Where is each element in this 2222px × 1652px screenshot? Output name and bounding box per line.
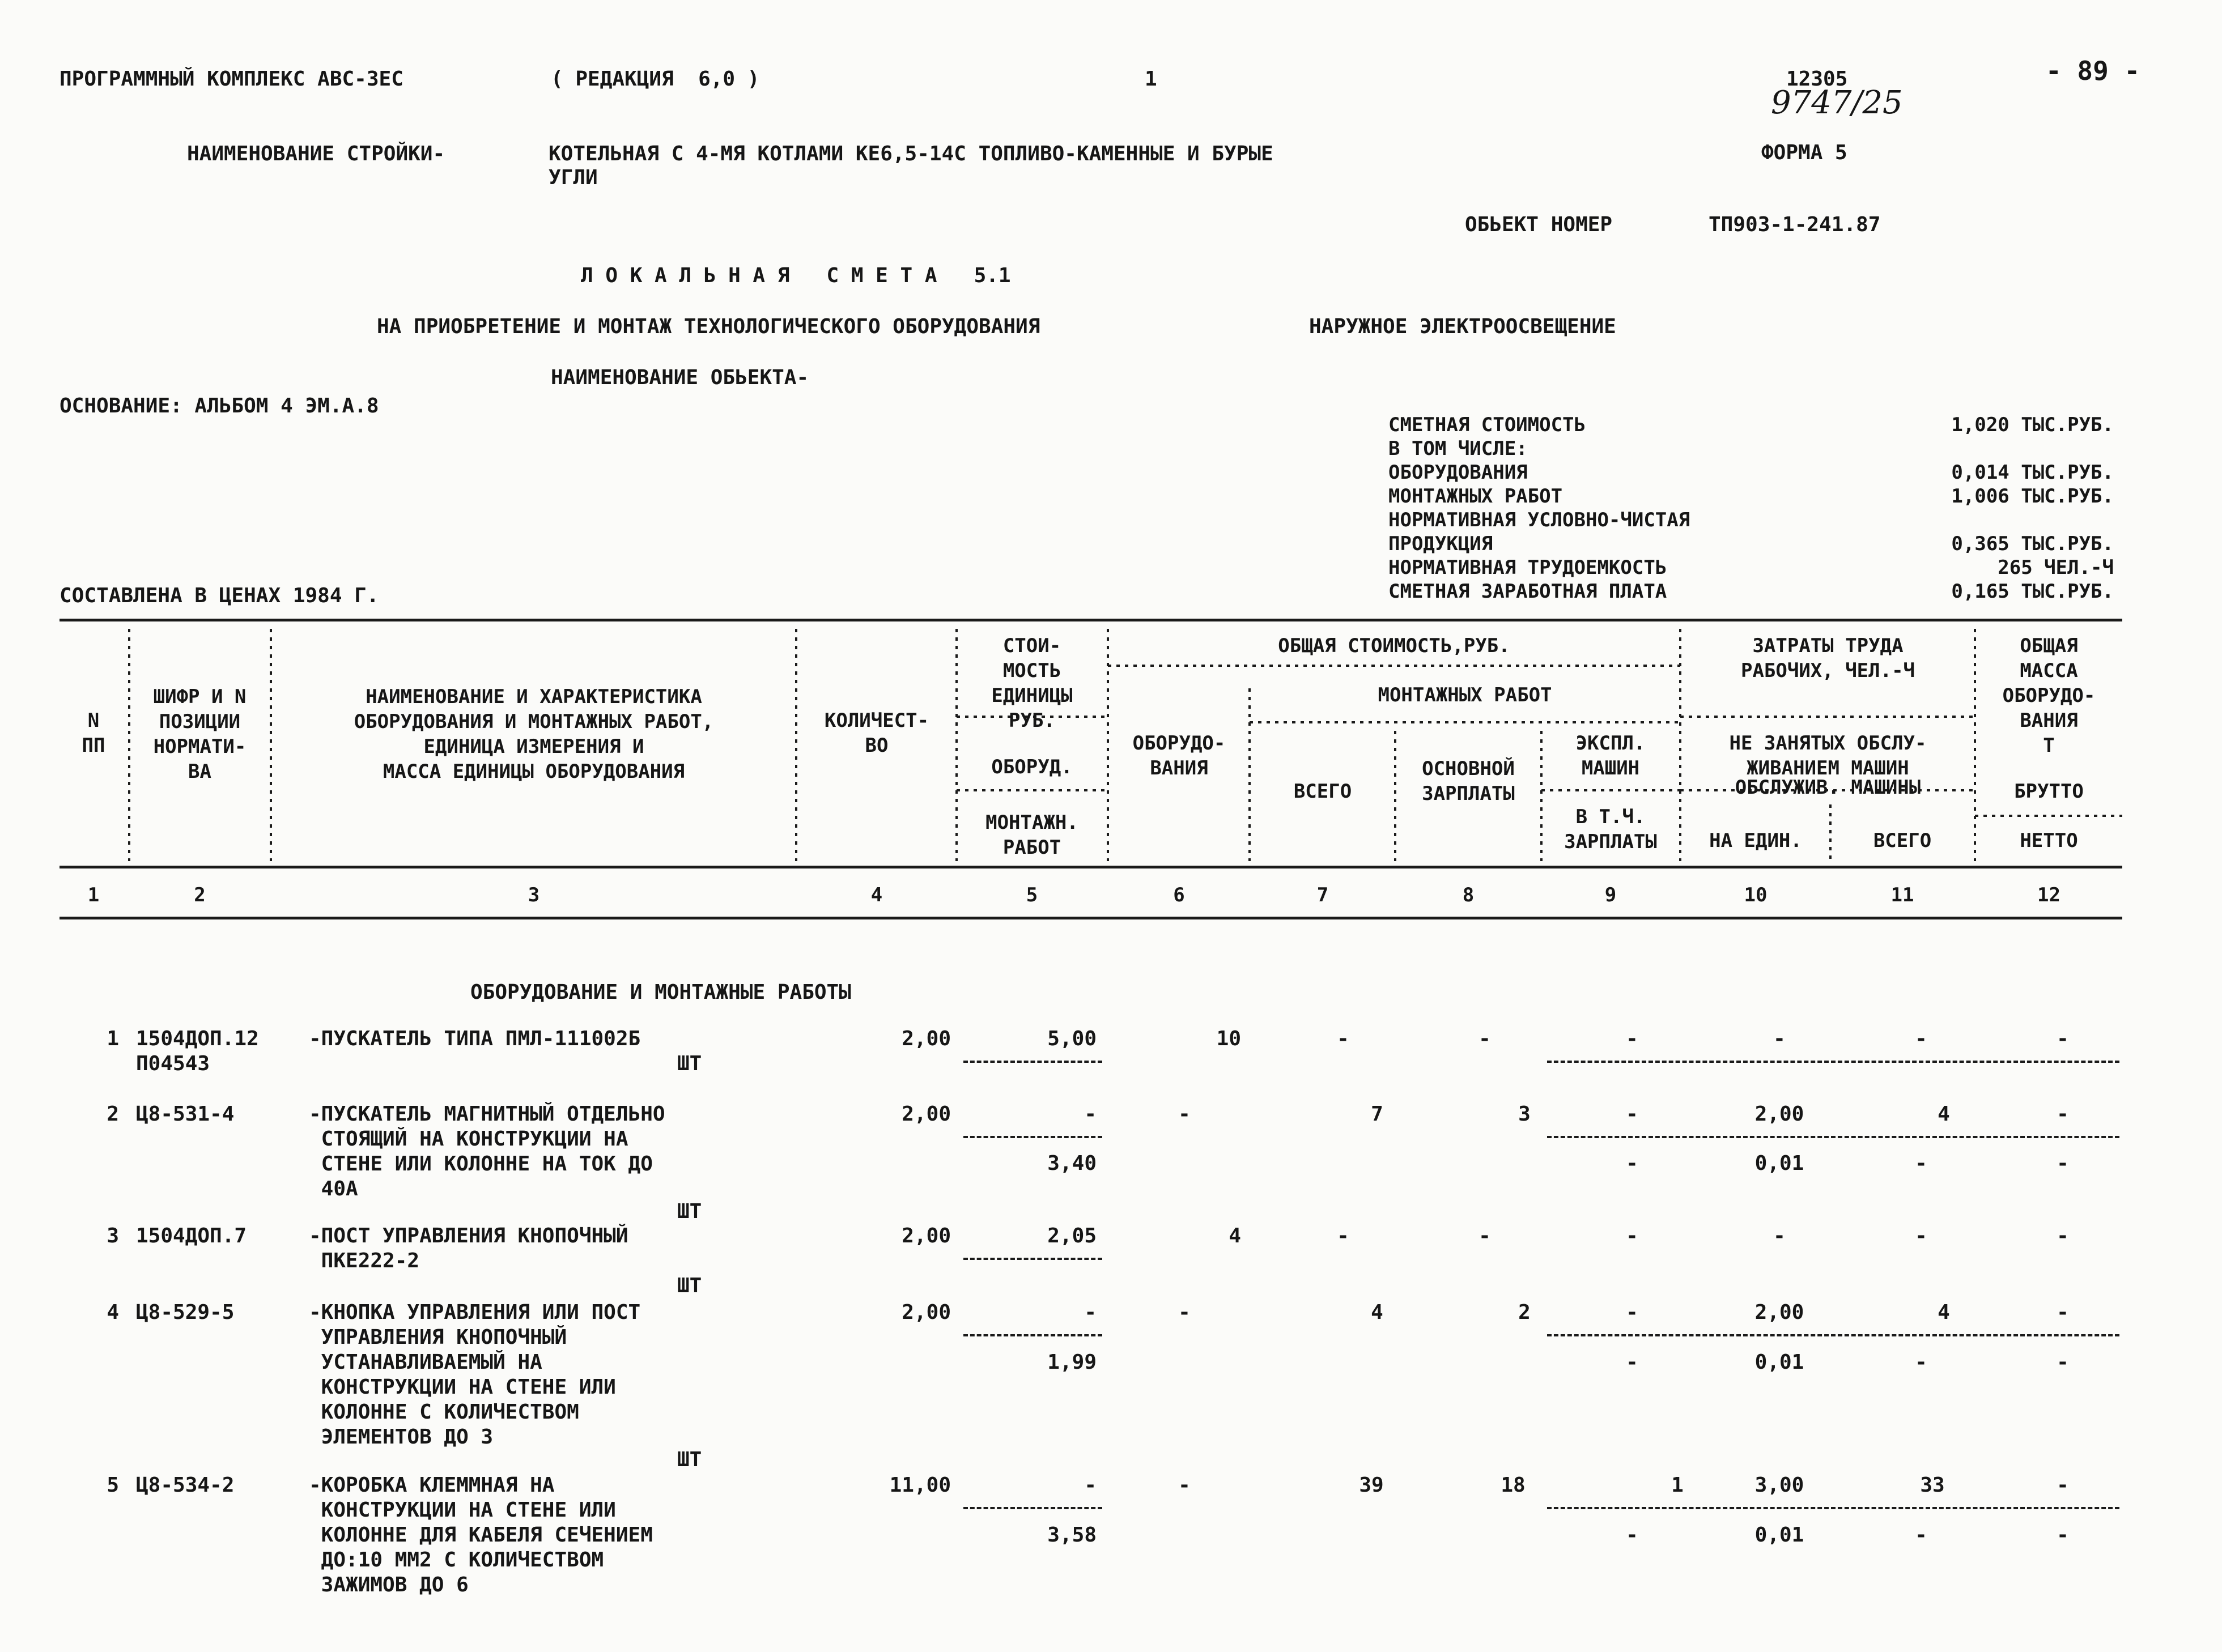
header-bottom-rule [60,866,2122,868]
cost-wages: 3 [1518,1102,1531,1126]
mass-net: - [2057,1152,2069,1175]
cost-wages: 2 [1518,1301,1531,1324]
labor-total: - [1915,1027,1927,1050]
labor-per-unit: 3,00 [1754,1474,1804,1497]
cost-total: 39 [1359,1474,1384,1497]
mass-gross: - [2057,1102,2069,1126]
column-number: 12 [2037,884,2060,906]
summary-label: СМЕТНАЯ СТОИМОСТЬ [1388,414,1586,436]
row-number: 1 [107,1027,119,1050]
fraction-line [963,1334,1102,1336]
unit: ШТ [677,1448,702,1471]
col-header-wages: ОСНОВНОЙ ЗАРПЛАТЫ [1422,757,1515,805]
site-name-line2: УГЛИ [549,166,598,189]
quantity: 2,00 [902,1301,951,1324]
fraction-line [963,1507,1102,1509]
col-header-labor-machine: ОБСЛУЖИВ. МАШИНЫ [1735,776,1921,799]
cost-total: - [1337,1224,1349,1247]
fraction-line [963,1136,1102,1138]
labor-per-unit-machine: 0,01 [1754,1523,1804,1547]
document-title: Л О К А Л Ь Н А Я С М Е Т А 5.1 [581,264,1011,287]
cost-total: 4 [1371,1301,1383,1324]
labor-total: - [1915,1224,1927,1247]
cost-equipment: 4 [1229,1224,1241,1247]
unit: ШТ [677,1200,702,1223]
norm-code-secondary: П04543 [136,1052,210,1075]
cost-equipment: - [1178,1474,1191,1497]
col-header-mounting: МОНТАЖНЫХ РАБОТ [1378,684,1552,706]
labor-total: 4 [1938,1301,1950,1324]
col-header-machines: ЭКСПЛ. МАШИН [1575,732,1646,780]
labor-per-unit-machine: 0,01 [1754,1152,1804,1175]
col-header-labor-total: ВСЕГО [1873,829,1932,852]
cost-wages: - [1478,1224,1491,1247]
col-header-unit-cost: СТОИ- МОСТЬ ЕДИНИЦЫ РУБ. [991,635,1073,732]
labor-per-unit: - [1773,1224,1786,1247]
column-numbers-rule [60,917,2122,919]
cost-wages: - [1478,1027,1491,1050]
mass: - [2057,1027,2069,1050]
site-name-line1: КОТЕЛЬНАЯ С 4-МЯ КОТЛАМИ КЕ6,5-14С ТОПЛИВО-КАМЕННЫЕ И БУРЫЕ [549,142,1273,165]
col-header-code: ШИФР И N ПОЗИЦИИ НОРМАТИ- ВА [153,686,247,783]
cost-machine-wages: - [1626,1351,1638,1374]
column-number: 10 [1744,884,1768,906]
labor-per-unit: - [1773,1027,1786,1050]
form-number: ФОРМА 5 [1761,141,1847,164]
section-title: ОБОРУДОВАНИЕ И МОНТАЖНЫЕ РАБОТЫ [470,981,851,1004]
col-header-name: НАИМЕНОВАНИЕ И ХАРАКТЕРИСТИКА ОБОРУДОВАНИЯ И МОНТАЖНЫХ РАБОТ, ЕДИНИЦА ИЗМЕРЕНИЯ И МАССА ЕДИНИЦЫ ОБОРУДОВАНИЯ [354,686,714,783]
summary-label: ОБОРУДОВАНИЯ [1388,461,1528,484]
col-header-unit-equip: ОБОРУД. [991,756,1073,778]
summary-label: В ТОМ ЧИСЛЕ: [1388,437,1528,460]
column-number: 2 [194,884,206,906]
cost-machine-wages: - [1626,1152,1638,1175]
col-header-total-cost: ОБЩАЯ СТОИМОСТЬ,РУБ. [1278,635,1510,657]
program-name: ПРОГРАММНЫЙ КОМПЛЕКС АВС-3ЕС [60,67,403,91]
unit-cost-mounting: 3,40 [1047,1152,1097,1175]
col-header-machine-wages: В Т.Ч. ЗАРПЛАТЫ [1564,806,1657,853]
col-header-equipment: ОБОРУДО- ВАНИЯ [1132,732,1226,780]
column-number: 6 [1173,884,1185,906]
unit-cost-equipment: 2,05 [1047,1224,1097,1247]
unit-cost-mounting: 1,99 [1047,1351,1097,1374]
mass: - [2057,1224,2069,1247]
summary-label: НОРМАТИВНАЯ ТРУДОЕМКОСТЬ [1388,556,1667,579]
price-basis: СОСТАВЛЕНА В ЦЕНАХ 1984 Г. [60,584,379,607]
labor-total-machine: - [1915,1523,1927,1547]
cost-total: 7 [1371,1102,1383,1126]
summary-value: 0,165 ТЫС.РУБ. [1951,580,2114,603]
object-label: ОБЬЕКТ НОМЕР [1465,213,1613,236]
fraction-line [1547,1334,2119,1336]
summary-value: 1,006 ТЫС.РУБ. [1951,485,2114,508]
handwritten-note: 9747/25 [1771,84,1903,121]
cost-machines: 1 [1671,1474,1684,1497]
fraction-line [963,1258,1102,1260]
site-label: НАИМЕНОВАНИЕ СТРОЙКИ- [187,142,445,165]
cost-machines: - [1626,1027,1638,1050]
cost-equipment: - [1178,1102,1191,1126]
col-header-n: N ПП [82,709,105,757]
quantity: 2,00 [902,1224,951,1247]
cost-equipment: 10 [1216,1027,1241,1050]
summary-value: 0,014 ТЫС.РУБ. [1951,461,2114,484]
col-header-labor-not-machine: НЕ ЗАНЯТЫХ ОБСЛУ- ЖИВАНИЕМ МАШИН [1729,732,1927,780]
column-number: 11 [1890,884,1914,906]
fraction-line [963,1061,1102,1063]
column-number: 9 [1604,884,1617,906]
cost-equipment: - [1178,1301,1191,1324]
col-header-unit-mount: МОНТАЖН. РАБОТ [985,811,1078,859]
summary-value: 0,365 ТЫС.РУБ. [1951,533,2114,555]
column-number: 1 [87,884,100,906]
col-header-mass: ОБЩАЯ МАССА ОБОРУДО- ВАНИЯ Т [2002,635,2096,757]
unit: ШТ [677,1274,702,1297]
page-number: - 89 - [2046,56,2140,86]
col-header-net: НЕТТО [2020,829,2078,852]
item-name: -ПУСКАТЕЛЬ МАГНИТНЫЙ ОТДЕЛЬНО СТОЯЩИЙ НА КОНСТРУКЦИИ НА СТЕНЕ ИЛИ КОЛОННЕ НА ТОК ДО 40А [309,1102,665,1200]
item-name: -КНОПКА УПРАВЛЕНИЯ ИЛИ ПОСТ УПРАВЛЕНИЯ КНОПОЧНЫЙ УСТАНАВЛИВАЕМЫЙ НА КОНСТРУКЦИИ НА СТЕНЕ ИЛИ КОЛОННЕ С КОЛИЧЕСТВОМ ЭЛЕМЕНТОВ ДО 3 [309,1301,641,1449]
norm-code: Ц8-531-4 [136,1102,235,1126]
unit-cost-equipment: - [1084,1102,1097,1126]
cost-machines: - [1626,1301,1638,1324]
unit-cost-equipment: - [1084,1474,1097,1497]
col-header-total: ВСЕГО [1293,780,1352,803]
column-number: 8 [1462,884,1475,906]
cost-total: - [1337,1027,1349,1050]
cost-wages: 18 [1501,1474,1526,1497]
quantity: 2,00 [902,1027,951,1050]
quantity: 11,00 [889,1474,951,1497]
object-number: ТП903-1-241.87 [1709,213,1881,236]
summary-label: ПРОДУКЦИЯ [1388,533,1493,555]
row-number: 5 [107,1474,119,1497]
fraction-line [1547,1136,2119,1138]
cost-machines: - [1626,1102,1638,1126]
labor-total: 4 [1938,1102,1950,1126]
labor-per-unit: 2,00 [1754,1301,1804,1324]
col-header-per-unit: НА ЕДИН. [1709,829,1802,852]
mass-gross: - [2057,1301,2069,1324]
unit-cost-equipment: 5,00 [1047,1027,1097,1050]
edition: ( РЕДАКЦИЯ 6,0 ) [551,67,760,91]
labor-total: 33 [1920,1474,1945,1497]
column-number: 5 [1026,884,1038,906]
column-number: 4 [870,884,883,906]
column-number: 3 [528,884,540,906]
fraction-line [1547,1061,2119,1063]
cost-machine-wages: - [1626,1523,1638,1547]
norm-code: Ц8-529-5 [136,1301,235,1324]
labor-total-machine: - [1915,1351,1927,1374]
col-header-labor: ЗАТРАТЫ ТРУДА РАБОЧИХ, ЧЕЛ.-Ч [1740,635,1915,682]
subtitle-equipment: НА ПРИОБРЕТЕНИЕ И МОНТАЖ ТЕХНОЛОГИЧЕСКОГО ОБОРУДОВАНИЯ [377,315,1040,338]
norm-code: Ц8-534-2 [136,1474,235,1497]
fraction-line [1547,1507,2119,1509]
row-number: 4 [107,1301,119,1324]
norm-code: 1504ДОП.12 [136,1027,259,1050]
col-header-gross: БРУТТО [2014,780,2084,803]
labor-per-unit-machine: 0,01 [1754,1351,1804,1374]
mass-net: - [2057,1351,2069,1374]
item-name: -КОРОБКА КЛЕММНАЯ НА КОНСТРУКЦИИ НА СТЕНЕ ИЛИ КОЛОННЕ ДЛЯ КАБЕЛЯ СЕЧЕНИЕМ ДО:10 ММ2 С КОЛИЧЕСТВОМ ЗАЖИМОВ ДО 6 [309,1474,653,1596]
col-header-qty: КОЛИЧЕСТ- ВО [824,709,929,757]
summary-label: НОРМАТИВНАЯ УСЛОВНО-ЧИСТАЯ [1388,509,1690,531]
row-number: 2 [107,1102,119,1126]
summary-value: 265 ЧЕЛ.-Ч [1998,556,2114,579]
mass-gross: - [2057,1474,2069,1497]
document-code: 12305 [1786,67,1848,91]
labor-total-machine: - [1915,1152,1927,1175]
item-name: -ПОСТ УПРАВЛЕНИЯ КНОПОЧНЫЙ ПКЕ222-2 [309,1224,628,1272]
summary-label: СМЕТНАЯ ЗАРАБОТНАЯ ПЛАТА [1388,580,1667,603]
subtitle-lighting: НАРУЖНОЕ ЭЛЕКТРООСВЕЩЕНИЕ [1309,315,1616,338]
unit: ШТ [677,1052,702,1075]
quantity: 2,00 [902,1102,951,1126]
summary-label: МОНТАЖНЫХ РАБОТ [1388,485,1563,508]
basis: ОСНОВАНИЕ: АЛЬБОМ 4 ЭМ.А.8 [60,394,379,418]
column-number: 7 [1316,884,1329,906]
sheet-number: 1 [1145,67,1157,91]
unit-cost-mounting: 3,58 [1047,1523,1097,1547]
mass-net: - [2057,1523,2069,1547]
object-name-label: НАИМЕНОВАНИЕ ОБЬЕКТА- [551,366,809,389]
labor-per-unit: 2,00 [1754,1102,1804,1126]
cost-machines: - [1626,1224,1638,1247]
item-name: -ПУСКАТЕЛЬ ТИПА ПМЛ-111002Б [309,1027,641,1050]
summary-value: 1,020 ТЫС.РУБ. [1951,414,2114,436]
unit-cost-equipment: - [1084,1301,1097,1324]
norm-code: 1504ДОП.7 [136,1224,247,1247]
row-number: 3 [107,1224,119,1247]
